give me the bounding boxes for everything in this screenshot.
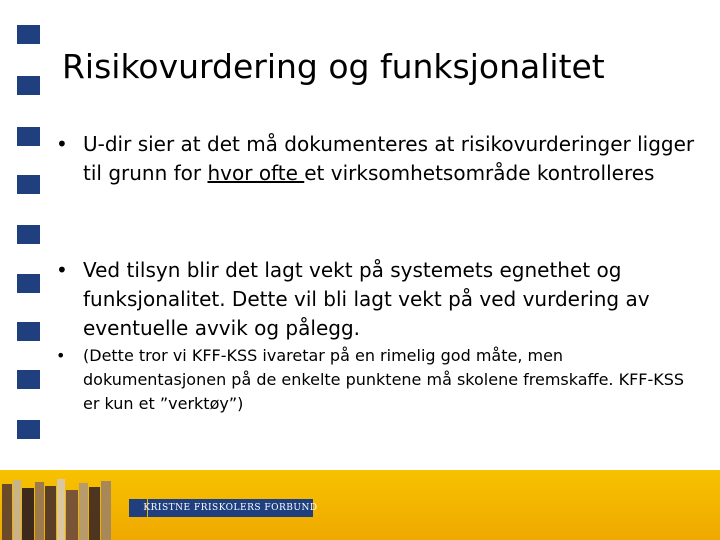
decor-square (17, 322, 40, 341)
decor-square (17, 370, 40, 389)
bullet-marker: • (56, 132, 68, 156)
decor-square (17, 175, 40, 194)
decor-square (17, 127, 40, 146)
bullet-text-start: U-dir sier at det må dokumenteres at risikovurderinger ligger til grunn for (83, 132, 695, 185)
books-image (0, 478, 115, 540)
decor-square (17, 274, 40, 293)
decor-square (17, 420, 40, 439)
bullet-item (56, 256, 700, 343)
bullet-text-end: et virksomhetsområde kontrolleres (304, 161, 655, 185)
logo-text: KRISTNE FRISKOLERS FORBUND (143, 503, 318, 513)
decor-square (17, 225, 40, 244)
bullet-text (83, 130, 700, 188)
bullet-item (56, 130, 700, 188)
bullet-marker: • (56, 258, 68, 282)
decor-square (17, 25, 40, 44)
logo-banner (143, 499, 318, 517)
bullet-marker: • (56, 346, 66, 365)
decor-square (17, 76, 40, 95)
bullet-text: Ved tilsyn blir det lagt vekt på systemets egnethet og funksjonalitet. Dette vil bli lagt vekt på ved vurdering av eventuelle avvik og pålegg. (83, 258, 650, 340)
bullet-text: (Dette tror vi KFF-KSS ivaretar på en rimelig god måte, men dokumentasjonen på de enkelte punktene må skolene fremskaffe. KFF-KSS er kun et ”verktøy”) (83, 346, 685, 413)
slide-title: Risikovurdering og funksjonalitet (62, 47, 605, 86)
underlined-text: hvor ofte (207, 161, 305, 185)
bullet-item (56, 344, 700, 416)
